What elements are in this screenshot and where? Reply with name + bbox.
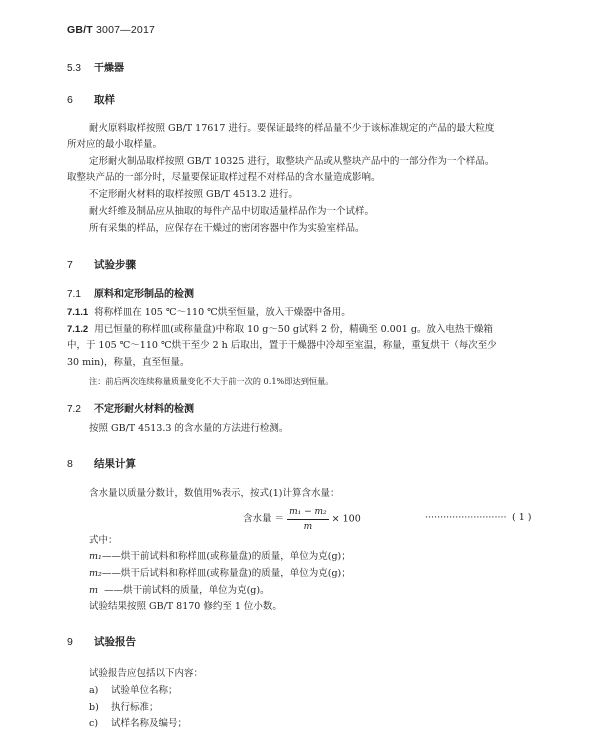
paragraph: 耐火纤维及制品应从抽取的每件产品中切取适量样品作为一个试样。 [89,206,375,217]
variable-description: ——烘干前试料和称样皿(或称量盘)的质量，单位为克(g)； [101,551,351,562]
note: 注：前后两次连续称量质量变化不大于前一次的 0.1%即达到恒量。 [89,376,334,386]
list-item-text: 执行标准； [111,702,159,713]
variable-description: ——烘干后试料和称样皿(或称量盘)的质量，单位为克(g)； [101,568,351,579]
clause-number: 7.1.1 [67,307,89,318]
section-title: 不定形耐火材料的检测 [94,404,194,415]
section-title: 试验步骤 [94,259,136,271]
equation-leader-dots: ··························· [425,512,507,523]
section-title: 干燥器 [94,63,124,74]
clause-number: 7.1.2 [67,324,89,335]
section-number: 8 [67,458,73,470]
section-7-2-heading [67,400,194,415]
paragraph: 含水量以质量分数计，数值用%表示，按式(1)计算含水量： [89,488,340,499]
section-7-1-heading [67,285,194,300]
where-label: 式中： [89,535,118,546]
clause-text: 将称样皿在 105 ℃～110 ℃烘至恒量，放入干燥器中备用。 [94,307,351,318]
paragraph: 所有采集的样品，应保存在干燥过的密闭容器中作为实验室样品。 [89,223,365,234]
section-title: 试验报告 [94,636,136,648]
list-item-text: 试样名称及编号； [111,718,188,729]
list-marker: c) [89,718,99,729]
clause-7-1-1 [67,305,351,321]
list-item [89,683,178,699]
variable-definition [89,583,270,599]
clause-7-1-2 [67,322,493,338]
variable-definition [89,566,351,582]
section-title: 原料和定形制品的检测 [94,289,194,300]
formula-rhs: × 100 [331,513,361,525]
section-8-heading [67,456,136,471]
paragraph: 定形耐火制品取样按照 GB/T 10325 进行，取整块产品或从整块产品中的一部分作为一个样品。 [89,156,495,167]
variable-symbol: m [89,585,99,596]
list-item [89,700,159,716]
section-title: 结果计算 [94,458,136,470]
paragraph: 中，于 105 ℃～110 ℃烘干至少 2 h 后取出，置于干燥器中冷却至室温，称量，重复烘干（每次至少 [67,340,497,351]
paragraph: 按照 GB/T 4513.3 的含水量的方法进行检测。 [89,423,289,434]
section-number: 5.3 [67,63,81,74]
section-number: 9 [67,636,73,648]
paragraph: 试验结果按照 GB/T 8170 修约至 1 位小数。 [89,601,282,612]
list-marker: b) [89,702,99,713]
section-title: 取样 [94,94,115,106]
clause-text: 用已恒量的称样皿(或称量盘)中称取 10 g～50 g试料 2 份，精确至 0.001 g。放入电热干燥箱 [94,324,493,335]
section-number: 7.2 [67,404,81,415]
standard-number [67,24,155,36]
variable-description: ——烘干前试料的质量，单位为克(g)。 [104,585,270,596]
standard-year: 3007—2017 [96,24,156,36]
formula-lhs: 含水量 ＝ [243,513,285,525]
section-5-3-heading [67,59,124,74]
list-item-text: 试验单位名称； [111,685,178,696]
equation-number: ( 1 ) [512,512,532,523]
variable-definition [89,549,351,565]
paragraph: 试验报告应包括以下内容： [89,668,204,679]
variable-symbol: m₁ [89,551,102,562]
paragraph: 所对应的最小取样量。 [67,139,163,150]
section-6-heading [67,92,115,107]
list-marker: a) [89,685,99,696]
paragraph: 不定形耐火材料的取样按照 GB/T 4513.2 进行。 [89,189,298,200]
section-7-heading [67,257,136,272]
section-number: 7 [67,259,73,271]
formula-fraction [287,505,329,534]
paragraph: 30 min)，称量，直至恒量。 [67,357,190,368]
section-number: 7.1 [67,289,81,300]
formula-denominator: m [303,522,313,532]
paragraph: 耐火原料取样按照 GB/T 17617 进行。要保证最终的样品量不少于该标准规定的产品的最大粒度 [89,123,495,134]
section-9-heading [67,634,136,649]
formula-1 [243,505,361,534]
paragraph: 取整块产品的一部分时，尽量要保证取样过程不对样品的含水量造成影响。 [67,172,381,183]
standard-code: GB/T [67,24,93,36]
formula-numerator: m₁ − m₂ [287,505,329,520]
list-item [89,716,187,732]
variable-symbol: m₂ [89,568,102,579]
section-number: 6 [67,94,73,106]
